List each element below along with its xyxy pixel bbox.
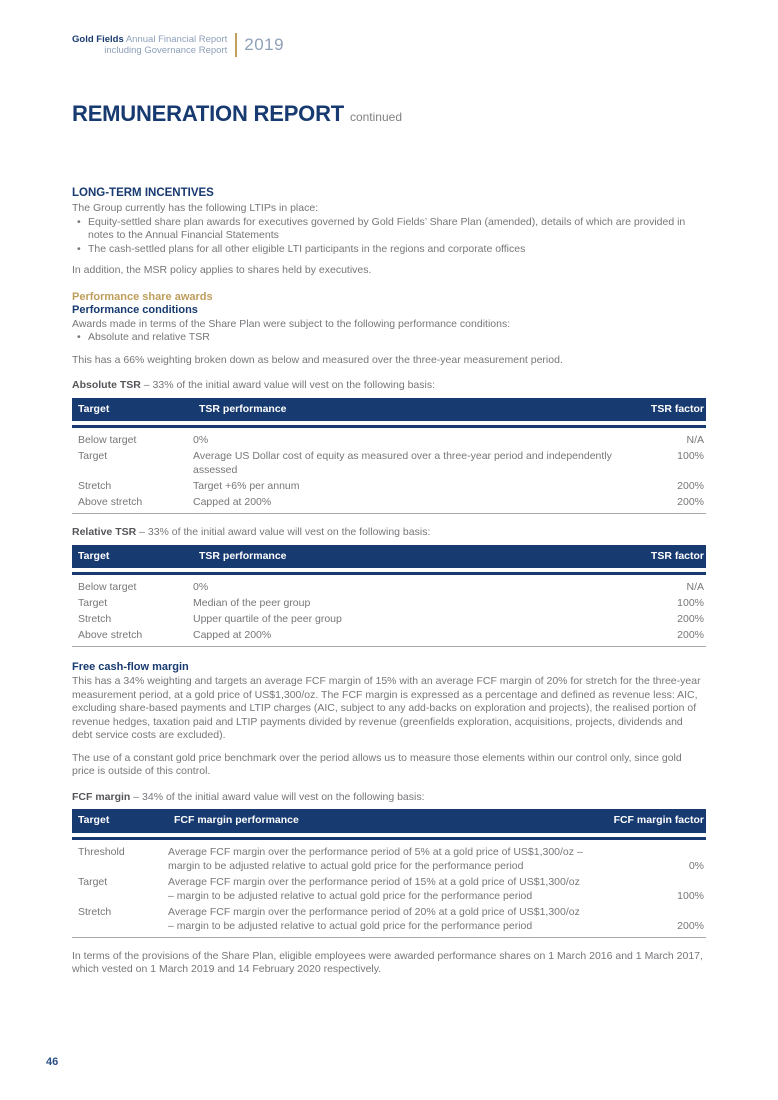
fcf-paragraph-1: This has a 34% weighting and targets an average FCF margin of 15% with an average FCF margin of 20% for stretch for the three-year measurement period, at a gold price of US$1,300/oz. The FCF margin is expressed as a percentage and defined as revenue less: AIC, excluding share-based payments and LTIP charges (AIC, subject to any add-backs on exploration and projects), the realised portion of revenue hedges, taxation paid and LTIP payments divided by revenue (greenfields exploration, acquisitions, projects, dividends and debt service costs are excluded). — [72, 675, 701, 741]
psa-intro: Awards made in terms of the Share Plan were subject to the following performance conditions: — [72, 317, 511, 330]
table-row — [72, 874, 706, 904]
fcf-margin-table — [72, 809, 706, 938]
absolute-tsr-table — [72, 398, 706, 515]
cell-factor: 0% — [596, 837, 706, 874]
list-item: • Equity-settled share plan awards for executives governed by Gold Fields’ Share Plan (amended), details of which are provided in notes to the Annual Financial Statements — [72, 216, 706, 243]
cell-performance: Target +6% per annum — [193, 480, 300, 492]
column-header-target: Target — [72, 809, 168, 837]
cell-target: Target — [78, 450, 108, 462]
cell-target: Stretch — [78, 480, 112, 492]
cell-factor: 200% — [620, 494, 706, 514]
psa-bullet-list — [72, 331, 706, 345]
list-item: • The cash-settled plans for all other eligible LTI participants in the regions and corporate offices — [72, 243, 706, 257]
column-header-tsr-performance: TSR performance — [193, 545, 620, 573]
fcf-margin-lead-bold: FCF margin — [72, 790, 131, 803]
cell-target: Above stretch — [72, 494, 193, 514]
table-row — [72, 595, 706, 611]
brand-divider — [235, 33, 237, 57]
absolute-tsr-lead — [72, 379, 706, 393]
page-content — [72, 186, 706, 977]
table-row — [72, 425, 706, 448]
column-header-target: Target — [72, 545, 193, 573]
subheading-free-cash-flow-margin: Free cash-flow margin — [72, 661, 189, 673]
absolute-tsr-lead-rest: – 33% of the initial award value will vest on the following basis: — [140, 379, 436, 391]
relative-tsr-lead-rest: – 33% of the initial award value will vest on the following basis: — [136, 526, 431, 538]
brand-name: Gold Fields — [72, 33, 124, 45]
section-heading-performance-share-awards: Performance share awards — [72, 290, 213, 303]
cell-factor: 100% — [677, 450, 704, 462]
relative-tsr-table — [72, 545, 706, 648]
page-title-main: REMUNERATION REPORT — [72, 101, 345, 126]
psa-weighting-note: This has a 66% weighting broken down as below and measured over the three-year measurement period. — [72, 353, 563, 366]
cell-performance: 0% — [193, 425, 620, 448]
cell-performance: Median of the peer group — [193, 597, 311, 609]
table-row — [72, 904, 706, 938]
brand-year: 2019 — [244, 35, 285, 54]
fcf-margin-lead — [72, 791, 706, 805]
column-header-tsr-factor: TSR factor — [620, 545, 706, 573]
table-row — [72, 478, 706, 494]
lti-intro: The Group currently has the following LTIPs in place: — [72, 202, 319, 214]
table-row — [72, 627, 706, 647]
table-row — [72, 448, 706, 478]
cell-target: Target — [78, 597, 108, 609]
list-item: • Absolute and relative TSR — [72, 331, 706, 345]
brand-line1 — [72, 34, 227, 46]
brand-logo — [72, 34, 227, 57]
brand-line2: including Governance Report — [104, 45, 228, 56]
page-number: 46 — [46, 1056, 59, 1068]
cell-factor: 200% — [677, 480, 704, 492]
table-header-row — [72, 398, 706, 426]
table-row — [72, 572, 706, 595]
page-title-suffix: continued — [349, 110, 402, 124]
column-header-tsr-performance: TSR performance — [193, 398, 620, 426]
column-header-fcf-margin-performance: FCF margin performance — [168, 809, 596, 837]
cell-performance: Average FCF margin over the performance period of 5% at a gold price of US$1,300/oz – margin to be adjusted relative to actual gold price for the performance period — [168, 837, 596, 874]
cell-factor: N/A — [620, 572, 706, 595]
column-header-target: Target — [72, 398, 193, 426]
table-row — [72, 611, 706, 627]
subheading-performance-conditions: Performance conditions — [72, 303, 198, 316]
absolute-tsr-lead-bold: Absolute TSR — [72, 379, 141, 391]
fcf-paragraph-2: The use of a constant gold price benchmark over the period allows us to measure those elements within our control only, since gold price is outside of this control. — [72, 751, 682, 777]
cell-performance: Capped at 200% — [193, 627, 620, 647]
cell-target: Threshold — [72, 837, 168, 874]
column-header-tsr-factor: TSR factor — [620, 398, 706, 426]
table-header-row — [72, 809, 706, 837]
cell-target: Target — [78, 875, 108, 888]
table-header-row — [72, 545, 706, 573]
cell-factor: 200% — [677, 613, 704, 625]
cell-performance: Upper quartile of the peer group — [193, 613, 342, 625]
cell-target: Below target — [72, 572, 193, 595]
cell-performance: 0% — [193, 572, 620, 595]
cell-target: Stretch — [72, 904, 168, 938]
lti-bullet-list — [72, 216, 706, 257]
cell-target: Below target — [72, 425, 193, 448]
page-title — [72, 101, 778, 130]
cell-performance: Capped at 200% — [193, 494, 620, 514]
cell-factor: 100% — [677, 597, 704, 609]
cell-factor: 100% — [677, 889, 704, 902]
cell-factor: 200% — [596, 904, 706, 938]
cell-target: Stretch — [78, 613, 112, 625]
table-row — [72, 837, 706, 874]
column-header-fcf-margin-factor: FCF margin factor — [596, 809, 706, 837]
relative-tsr-lead — [72, 526, 706, 540]
brand-line1-rest: Annual Financial Report — [123, 33, 228, 45]
report-header — [72, 0, 778, 57]
cell-performance: Average FCF margin over the performance period of 20% at a gold price of US$1,300/oz – margin to be adjusted relative to actual gold price for the performance period — [168, 904, 596, 938]
cell-factor: 200% — [620, 627, 706, 647]
relative-tsr-lead-bold: Relative TSR — [72, 526, 137, 538]
lti-note: In addition, the MSR policy applies to shares held by executives. — [72, 264, 372, 276]
fcf-margin-lead-rest: – 34% of the initial award value will vest on the following basis: — [130, 790, 425, 803]
table-row — [72, 494, 706, 514]
section-heading-long-term-incentives: LONG-TERM INCENTIVES — [72, 187, 214, 199]
cell-performance: Average US Dollar cost of equity as measured over a three-year period and independently assessed — [193, 450, 612, 476]
cell-factor: N/A — [620, 425, 706, 448]
cell-performance: Average FCF margin over the performance period of 15% at a gold price of US$1,300/oz – margin to be adjusted relative to actual gold price for the performance period — [168, 875, 580, 902]
cell-target: Above stretch — [72, 627, 193, 647]
closing-paragraph: In terms of the provisions of the Share Plan, eligible employees were awarded performance shares on 1 March 2016 and 1 March 2017, which vested on 1 March 2019 and 14 February 2020 respectively. — [72, 949, 703, 975]
